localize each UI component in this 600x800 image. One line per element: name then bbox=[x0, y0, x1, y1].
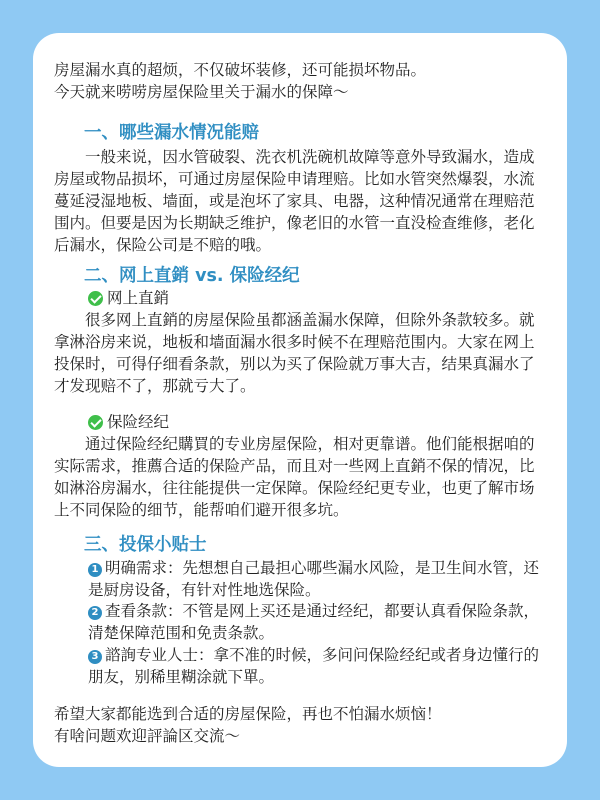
section1-heading: 一、哪些漏水情况能赔 bbox=[84, 123, 259, 143]
tip-text: 明确需求：先想想自己最担心哪些漏水风险，是卫生间水管，还是厨房设备，有针对性地选保险。 bbox=[88, 559, 540, 599]
section1-body: 一般来说，因水管破裂、洗衣机洗碗机故障等意外导致漏水，造成房屋或物品损坏，可通过房屋保险申请理赔。比如水管突然爆裂，水流蔓延浸湿地板、墙面，或是泡坏了家具、电器，这种情况通常在理赔范围内。但要是因为长期缺乏维护，像老旧的水管一直没检查维修，老化后漏水，保险公司是不赔的哦。 bbox=[54, 148, 535, 254]
tip-text: 諮詢专业人士：拿不准的时候，多问问保险经纪或者身边懂行的朋友，别稀里糊涂就下單。 bbox=[88, 646, 540, 686]
subsection-online-direct-body: 很多网上直銷的房屋保险虽都涵盖漏水保障，但除外条款较多。就拿淋浴房来说，地板和墙面漏水很多时候不在理赔范围内。大家在网上投保时，可得仔细看条款，别以为买了保险就万事大吉，结果真漏水了才发现赔不了，那就亏大了。 bbox=[54, 311, 535, 395]
subsection-broker bbox=[88, 411, 169, 433]
section3-heading: 三、投保小贴士 bbox=[84, 535, 207, 555]
outro-line-2: 有啥问题欢迎評論区交流～ bbox=[54, 727, 241, 745]
subsection-online-direct bbox=[88, 287, 169, 309]
tip-text: 查看条款：不管是网上买还是通过经纪，都要认真看保险条款，清楚保障范围和免责条款。 bbox=[88, 602, 540, 642]
intro-line-1: 房屋漏水真的超烦，不仅破坏装修，还可能损坏物品。 bbox=[54, 61, 427, 79]
check-icon bbox=[88, 291, 103, 306]
number-2-icon: 2 bbox=[88, 606, 102, 620]
tip-item bbox=[88, 600, 544, 644]
number-1-icon: 1 bbox=[88, 563, 102, 577]
outro-line-1: 希望大家都能选到合适的房屋保险，再也不怕漏水烦恼！ bbox=[54, 705, 442, 723]
subsection-online-direct-title: 网上直銷 bbox=[107, 289, 170, 307]
subsection-broker-title: 保险经纪 bbox=[107, 413, 170, 431]
tip-item bbox=[88, 644, 544, 688]
check-icon bbox=[88, 415, 103, 430]
section2-heading: 二、网上直銷 vs. 保险经纪 bbox=[84, 266, 300, 286]
tip-item bbox=[88, 557, 544, 601]
intro-line-2: 今天就来唠唠房屋保险里关于漏水的保障～ bbox=[54, 83, 349, 101]
number-3-icon: 3 bbox=[88, 650, 102, 664]
subsection-broker-body: 通过保险经纪購買的专业房屋保险，相对更靠谱。他们能根据咱的实际需求，推薦合适的保险产品，而且对一些网上直銷不保的情况，比如淋浴房漏水，往往能提供一定保障。保险经纪更专业，也更了解市场上不同保险的细节，能帮咱们避开很多坑。 bbox=[54, 435, 535, 519]
